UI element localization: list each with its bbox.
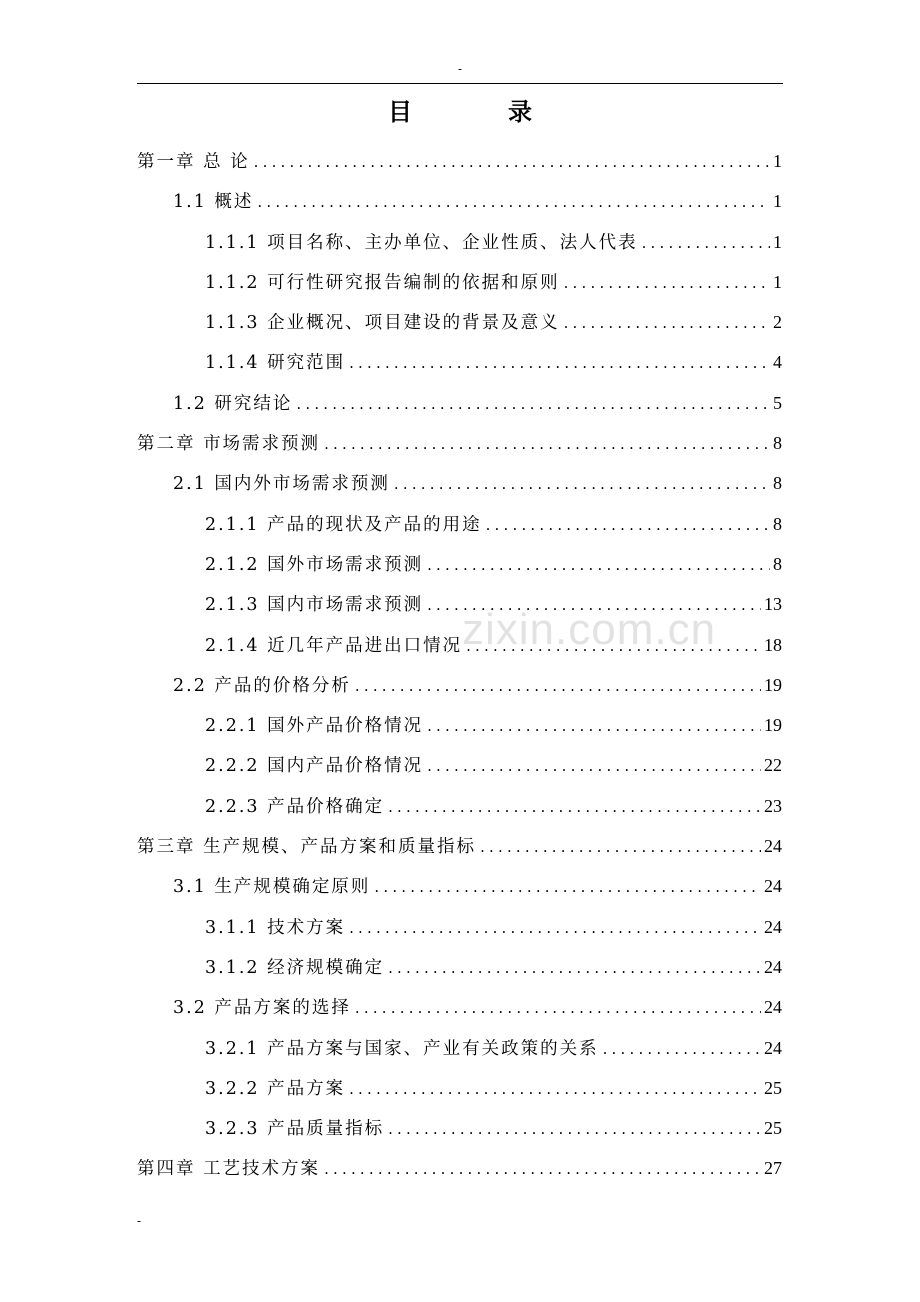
toc-title-left: 目	[388, 98, 412, 126]
toc-entry-page: 5	[773, 392, 782, 413]
toc-entry[interactable]	[137, 705, 782, 745]
toc-entry[interactable]	[137, 262, 782, 302]
toc-entry[interactable]	[137, 947, 782, 987]
toc-dot-leader	[564, 263, 770, 303]
footer-mark: -	[137, 1214, 142, 1228]
toc-title-right: 录	[508, 98, 532, 126]
toc-entry-page: 2	[773, 312, 782, 333]
toc-dot-leader	[388, 787, 761, 827]
toc-entry[interactable]	[137, 342, 782, 382]
toc-entry[interactable]	[137, 826, 782, 866]
toc-dot-leader	[388, 948, 761, 988]
toc-entry[interactable]	[137, 302, 782, 342]
toc-dot-leader	[349, 1069, 761, 1109]
toc-entry-page: 24	[764, 1037, 782, 1058]
toc-entry-page: 8	[773, 473, 782, 494]
toc-entry-label: 第二章 市场需求预测	[137, 434, 321, 455]
toc-dot-leader	[296, 384, 770, 424]
toc-entry-label: 2.1 国内外市场需求预测	[173, 474, 390, 495]
toc-entry-page: 4	[773, 352, 782, 373]
toc-entry-label: 2.2.1 国外产品价格情况	[205, 716, 424, 737]
toc-entry[interactable]	[137, 786, 782, 826]
toc-entry-page: 24	[764, 916, 782, 937]
toc-entry-label: 1.1 概述	[173, 192, 254, 213]
watermark: zixin.com.cn	[462, 605, 717, 654]
toc-entry-page: 8	[773, 433, 782, 454]
toc-entry-label: 第四章 工艺技术方案	[137, 1159, 321, 1180]
toc-entry-label: 2.1.4 近几年产品进出口情况	[205, 635, 463, 656]
toc-entry[interactable]	[137, 423, 782, 463]
toc-dot-leader	[427, 746, 761, 786]
toc-dot-leader	[394, 464, 770, 504]
toc-entry-page: 1	[773, 191, 782, 212]
toc-entry[interactable]	[137, 383, 782, 423]
toc-entry-label: 1.2 研究结论	[173, 393, 293, 414]
toc-entry-page: 24	[764, 836, 782, 857]
toc-entry-page: 8	[773, 513, 782, 534]
toc-entry-label: 1.1.3 企业概况、项目建设的背景及意义	[205, 313, 560, 334]
toc-dot-leader	[388, 1109, 761, 1149]
toc-entry[interactable]	[137, 665, 782, 705]
toc-entry[interactable]	[137, 1108, 782, 1148]
toc-entry[interactable]	[137, 544, 782, 584]
toc-dot-leader	[427, 706, 761, 746]
toc-entry-label: 2.2.3 产品价格确定	[205, 796, 385, 817]
header-mark: -	[457, 62, 463, 76]
toc-entry-label: 3.2 产品方案的选择	[173, 998, 351, 1019]
header-rule	[137, 83, 783, 84]
toc-entry[interactable]	[137, 141, 782, 181]
toc-entry[interactable]	[137, 866, 782, 906]
toc-entry[interactable]	[137, 504, 782, 544]
toc-entry-label: 2.1.2 国外市场需求预测	[205, 554, 424, 575]
toc-entry-page: 13	[764, 594, 782, 615]
toc-entry-label: 3.1.2 经济规模确定	[205, 957, 385, 978]
toc-entry-label: 2.1.1 产品的现状及产品的用途	[205, 514, 482, 535]
toc-entry-page: 8	[773, 553, 782, 574]
toc-entry-page: 1	[773, 151, 782, 171]
toc-entry-label: 3.1.1 技术方案	[205, 917, 346, 938]
toc-dot-leader	[642, 223, 770, 263]
toc-entry-label: 1.1.4 研究范围	[205, 353, 346, 374]
toc-dot-leader	[564, 303, 770, 343]
toc-entry-label: 3.2.3 产品质量指标	[205, 1119, 385, 1140]
toc-entry-label: 1.1.2 可行性研究报告编制的依据和原则	[205, 272, 560, 293]
toc-entry[interactable]	[137, 907, 782, 947]
toc-entry[interactable]	[137, 463, 782, 503]
toc-entry-page: 24	[764, 997, 782, 1018]
toc-dot-leader	[427, 545, 770, 585]
toc-entry-label: 3.2.1 产品方案与国家、产业有关政策的关系	[205, 1038, 599, 1059]
toc-entry-page: 22	[764, 755, 782, 776]
toc-dot-leader	[374, 867, 761, 907]
toc-dot-leader	[355, 666, 761, 706]
toc-entry-label: 第三章 生产规模、产品方案和质量指标	[137, 837, 477, 858]
toc-entry[interactable]	[137, 181, 782, 221]
toc-entry-page: 1	[773, 271, 782, 292]
toc-entry-page: 19	[764, 674, 782, 695]
toc-entry[interactable]	[137, 745, 782, 785]
toc-dot-leader	[324, 424, 770, 464]
toc-entry-label: 3.2.2 产品方案	[205, 1078, 346, 1099]
toc-entry-page: 24	[764, 956, 782, 977]
toc-entry[interactable]	[137, 1028, 782, 1068]
toc-entry-page: 25	[764, 1118, 782, 1139]
toc-dot-leader	[257, 182, 770, 222]
toc-entry[interactable]	[137, 1068, 782, 1108]
toc-entry-page: 24	[764, 876, 782, 897]
toc-dot-leader	[324, 1149, 761, 1189]
toc-entry[interactable]	[137, 987, 782, 1027]
toc-entry-label: 第一章 总 论	[137, 152, 250, 172]
toc-dot-leader	[349, 343, 770, 383]
toc-entry-label: 2.2 产品的价格分析	[173, 675, 351, 696]
toc-entry-page: 19	[764, 715, 782, 736]
toc-dot-leader	[349, 908, 761, 948]
toc-entry-label: 1.1.1 项目名称、主办单位、企业性质、法人代表	[205, 232, 638, 253]
toc-title	[0, 96, 920, 128]
toc-dot-leader	[603, 1029, 761, 1069]
toc-entry-page: 25	[764, 1077, 782, 1098]
toc-entry-page: 27	[764, 1158, 782, 1179]
toc-entry-label: 2.2.2 国内产品价格情况	[205, 756, 424, 777]
toc-entry-label: 3.1 生产规模确定原则	[173, 877, 371, 898]
toc-entry[interactable]	[137, 222, 782, 262]
toc-entry-page: 18	[764, 634, 782, 655]
toc-entry[interactable]	[137, 1148, 782, 1188]
toc-dot-leader	[254, 142, 770, 182]
toc-dot-leader	[480, 827, 761, 867]
toc-dot-leader	[355, 988, 761, 1028]
table-of-contents	[137, 141, 782, 1189]
toc-entry-page: 1	[773, 231, 782, 252]
toc-entry-label: 2.1.3 国内市场需求预测	[205, 595, 424, 616]
toc-dot-leader	[486, 505, 770, 545]
toc-entry-page: 23	[764, 795, 782, 816]
